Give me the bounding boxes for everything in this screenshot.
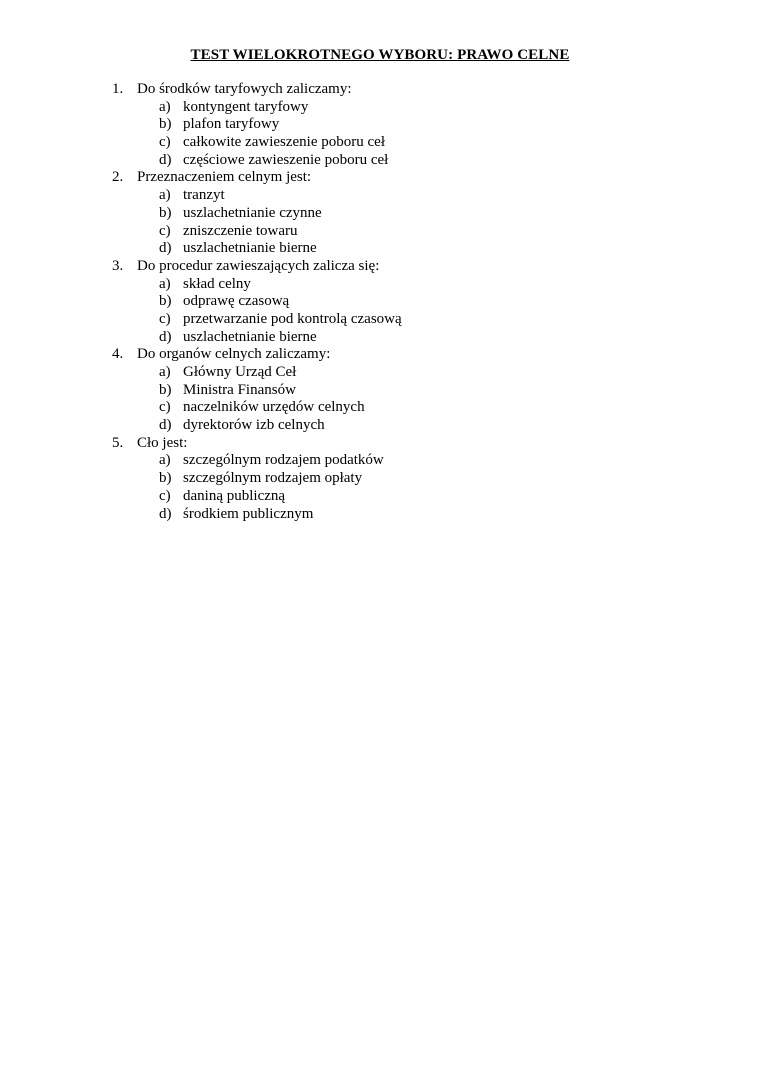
answer-text: daniną publiczną xyxy=(183,487,286,504)
answer-option xyxy=(112,240,712,258)
question-line xyxy=(112,435,712,453)
answer-letter: c) xyxy=(159,487,171,504)
answer-option xyxy=(112,116,712,134)
answer-options xyxy=(112,187,712,258)
question-text: Do procedur zawieszających zalicza się: xyxy=(137,257,380,274)
question-number: 4. xyxy=(112,346,124,363)
answer-text: naczelników urzędów celnych xyxy=(183,399,365,416)
answer-text: całkowite zawieszenie poboru ceł xyxy=(183,134,385,151)
question-number: 5. xyxy=(112,434,124,451)
document-title: TEST WIELOKROTNEGO WYBORU: PRAWO CELNE xyxy=(190,47,570,63)
answer-option xyxy=(112,134,712,152)
answer-text: dyrektorów izb celnych xyxy=(183,417,325,434)
question-line xyxy=(112,81,712,99)
answer-text: uszlachetnianie bierne xyxy=(183,240,317,257)
question-text: Do środków taryfowych zaliczamy: xyxy=(137,81,352,97)
answer-letter: b) xyxy=(159,204,172,221)
question-item xyxy=(112,435,712,523)
question-text: Cło jest: xyxy=(137,434,188,451)
answer-text: częściowe zawieszenie poboru ceł xyxy=(183,151,389,168)
answer-letter: a) xyxy=(159,275,171,292)
answer-text: tranzyt xyxy=(183,187,225,204)
answer-option xyxy=(112,417,712,435)
answer-options xyxy=(112,452,712,523)
answer-option xyxy=(112,329,712,347)
answer-text: Ministra Finansów xyxy=(183,381,296,398)
answer-text: szczególnym rodzajem podatków xyxy=(183,452,384,469)
answer-letter: b) xyxy=(159,381,172,398)
question-text: Przeznaczeniem celnym jest: xyxy=(137,169,312,186)
answer-option xyxy=(112,223,712,241)
answer-option xyxy=(112,364,712,382)
answer-text: uszlachetnianie czynne xyxy=(183,204,322,221)
answer-option xyxy=(112,205,712,223)
question-line xyxy=(112,169,712,187)
question-item xyxy=(112,346,712,434)
answer-text: skład celny xyxy=(183,275,251,292)
answer-text: odprawę czasową xyxy=(183,293,290,310)
answer-text: Główny Urząd Ceł xyxy=(183,364,297,380)
question-item xyxy=(112,81,712,169)
answer-text: plafon taryfowy xyxy=(183,116,280,133)
answer-letter: a) xyxy=(159,187,171,204)
answer-option xyxy=(112,276,712,294)
answer-text: zniszczenie towaru xyxy=(183,222,298,239)
answer-option xyxy=(112,187,712,205)
answer-letter: a) xyxy=(159,98,171,115)
answer-text: środkiem publicznym xyxy=(183,505,314,522)
answer-option xyxy=(112,452,712,470)
question-number: 1. xyxy=(112,81,124,97)
answer-text: uszlachetnianie bierne xyxy=(183,328,317,345)
answer-option xyxy=(112,399,712,417)
answer-option xyxy=(112,99,712,117)
question-line xyxy=(112,346,712,364)
answer-option xyxy=(112,382,712,400)
answer-text: kontyngent taryfowy xyxy=(183,98,309,115)
answer-letter: a) xyxy=(159,452,171,469)
answer-options xyxy=(112,276,712,347)
question-item xyxy=(112,169,712,257)
answer-option xyxy=(112,293,712,311)
answer-letter: b) xyxy=(159,470,172,487)
answer-letter: a) xyxy=(159,364,171,380)
answer-letter: b) xyxy=(159,293,172,310)
question-item xyxy=(112,258,712,346)
answer-letter: b) xyxy=(159,116,172,133)
answer-option xyxy=(112,488,712,506)
answer-letter: d) xyxy=(159,151,172,168)
answer-option xyxy=(112,152,712,170)
answer-letter: c) xyxy=(159,399,171,416)
answer-option xyxy=(112,470,712,488)
answer-options xyxy=(112,99,712,170)
question-text: Do organów celnych zaliczamy: xyxy=(137,346,331,363)
answer-option xyxy=(112,311,712,329)
answer-letter: d) xyxy=(159,328,172,345)
question-line xyxy=(112,258,712,276)
answer-letter: c) xyxy=(159,222,171,239)
question-number: 2. xyxy=(112,169,124,186)
answer-letter: d) xyxy=(159,417,172,434)
answer-text: przetwarzanie pod kontrolą czasową xyxy=(183,310,402,327)
answer-letter: c) xyxy=(159,134,171,151)
answer-letter: c) xyxy=(159,310,171,327)
answer-letter: d) xyxy=(159,505,172,522)
question-number: 3. xyxy=(112,257,124,274)
answer-option xyxy=(112,506,712,524)
answer-letter: d) xyxy=(159,240,172,257)
question-list xyxy=(112,81,712,523)
answer-options xyxy=(112,364,712,435)
answer-text: szczególnym rodzajem opłaty xyxy=(183,470,363,487)
